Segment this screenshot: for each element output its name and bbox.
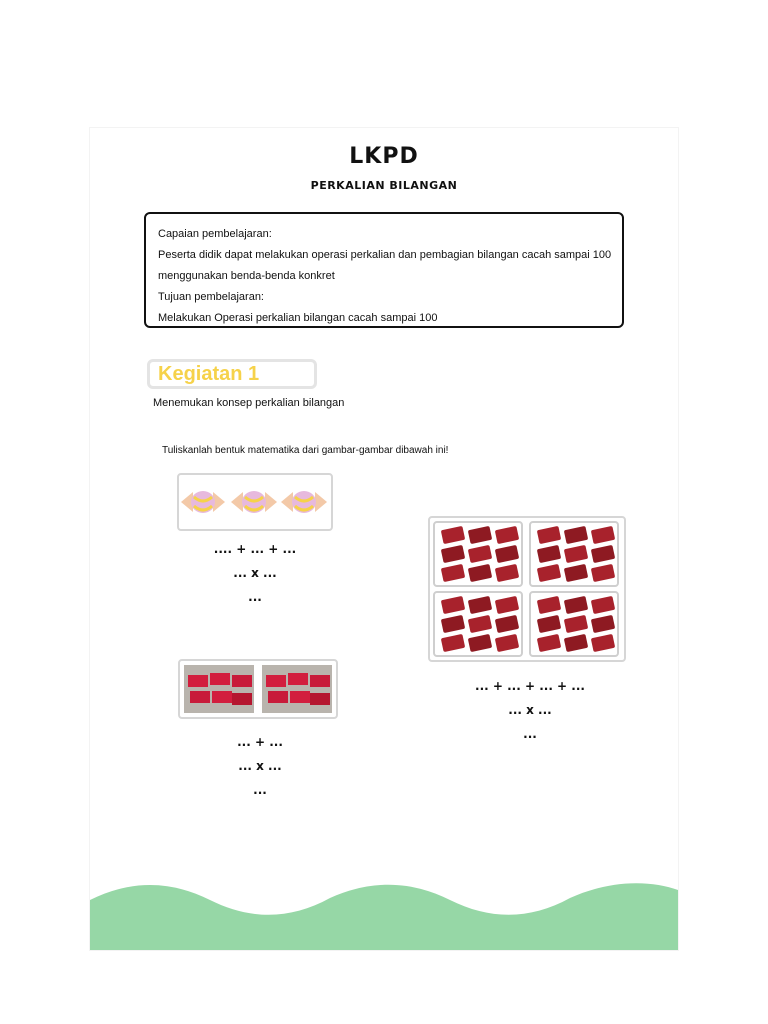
instruction-text: Tuliskanlah bentuk matematika dari gambar-gambar dibawah ini!: [162, 445, 449, 456]
tujuan-heading: Tujuan pembelajaran:: [158, 291, 264, 303]
equation-result: ...: [248, 590, 262, 604]
equation-multiplication: ... x ...: [508, 703, 552, 717]
tujuan-text: Melakukan Operasi perkalian bilangan cacah sampai 100: [158, 312, 438, 324]
candy-image: [177, 473, 333, 531]
capaian-heading: Capaian pembelajaran:: [158, 228, 272, 240]
snack-image: [178, 659, 338, 719]
equation-result: ...: [523, 727, 537, 741]
page-subtitle: PERKALIAN BILANGAN: [310, 179, 458, 192]
capaian-text: Peserta didik dapat melakukan operasi perkalian dan pembagian bilangan cacah sampai 100: [158, 249, 612, 261]
chocolate-image: [428, 516, 626, 662]
candy-icon: [181, 491, 225, 513]
chocolate-equation: [440, 674, 620, 746]
wave-decoration: [90, 880, 678, 950]
snack-photo-left: [184, 665, 254, 713]
chocolate-grid: [434, 522, 618, 656]
equation-addition: ... + ... + ... + ...: [475, 679, 585, 693]
candy-icon: [281, 491, 327, 513]
equation-addition: ... + ...: [237, 735, 283, 749]
snack-photo-right: [262, 665, 332, 713]
equation-multiplication: ... x ...: [238, 759, 282, 773]
candy-icon: [231, 491, 277, 513]
page-title: LKPD: [349, 144, 419, 169]
equation-multiplication: ... x ...: [233, 566, 277, 580]
capaian-text-cont: menggunakan benda-benda konkret: [158, 270, 335, 282]
equation-result: ...: [253, 783, 267, 797]
equation-addition: .... + ... + ...: [213, 542, 297, 556]
snack-equation: [185, 730, 335, 802]
kegiatan-subtitle: Menemukan konsep perkalian bilangan: [153, 397, 345, 409]
candy-equation: [180, 537, 330, 609]
kegiatan-label: Kegiatan 1: [158, 363, 260, 385]
kegiatan-label-box: [147, 359, 317, 389]
learning-outcomes-box: [144, 212, 624, 328]
